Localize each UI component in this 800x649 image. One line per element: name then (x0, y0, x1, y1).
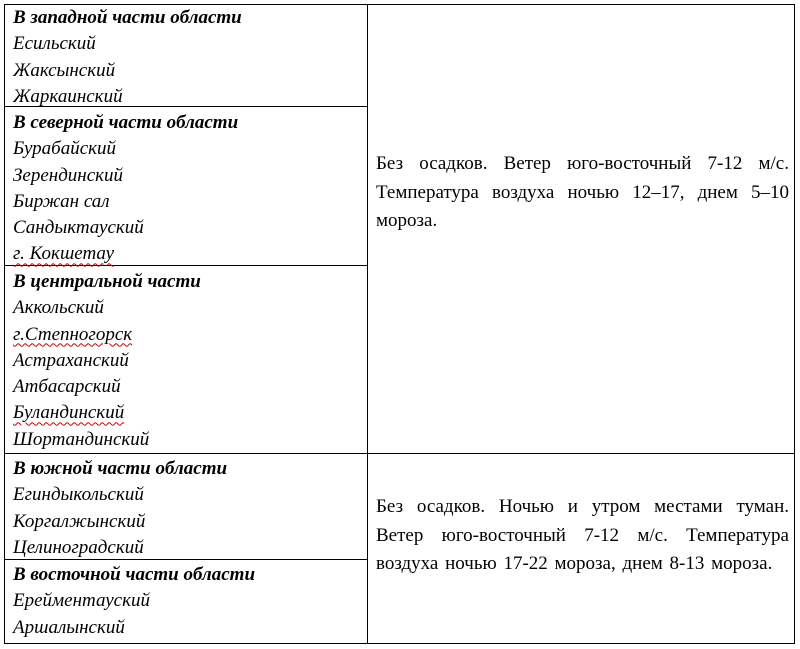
district-name: Астраханский (13, 349, 129, 371)
district-name: Бурабайский (13, 138, 117, 160)
region-group-south (13, 456, 365, 561)
section-divider (5, 453, 794, 454)
district-name: Ерейментауский (13, 590, 150, 612)
district-name: Зерендинский (13, 164, 124, 186)
region-title: В северной части области (13, 112, 239, 133)
region-group-north (13, 110, 365, 268)
region-title: В западной части области (13, 7, 242, 28)
district-name: Жаксынский (13, 59, 116, 81)
district-name: Буландинский (13, 402, 125, 424)
region-group-east (13, 562, 365, 641)
region-title: В центральной части (13, 271, 201, 292)
district-name: Биржан сал (13, 190, 110, 212)
district-name: Егиндыкольский (13, 484, 144, 506)
district-name: Коргалжынский (13, 510, 146, 532)
district-name: Сандыктауский (13, 217, 144, 239)
region-group-west (13, 5, 365, 110)
column-divider (367, 5, 368, 643)
district-name: Шортандинский (13, 428, 150, 450)
district-name: Жаркаинский (13, 85, 123, 107)
district-name: Аккольский (13, 297, 104, 319)
region-title: В восточной части области (13, 564, 256, 585)
forecast-table (4, 4, 795, 644)
region-title: В южной части области (13, 458, 228, 479)
region-group-central (13, 269, 365, 453)
district-name: Атбасарский (13, 376, 121, 398)
district-name: Аршалынский (13, 616, 125, 638)
forecast-text-south-east: Без осадков. Ночью и утром местами туман. Ветер юго-восточный 7-12 м/с. Температура воздуха ночью 17-22 мороза, днем 8-13 мороза. (376, 496, 789, 574)
forecast-text-north-west-central: Без осадков. Ветер юго-восточный 7-12 м/с. Температура воздуха ночью 12–17, днем 5–10 мороза. (376, 153, 789, 231)
district-name: г. Кокшетау (13, 243, 115, 265)
district-name: г.Степногорск (13, 323, 133, 345)
district-name: Есильский (13, 33, 96, 55)
district-name: Целиноградский (13, 536, 144, 558)
